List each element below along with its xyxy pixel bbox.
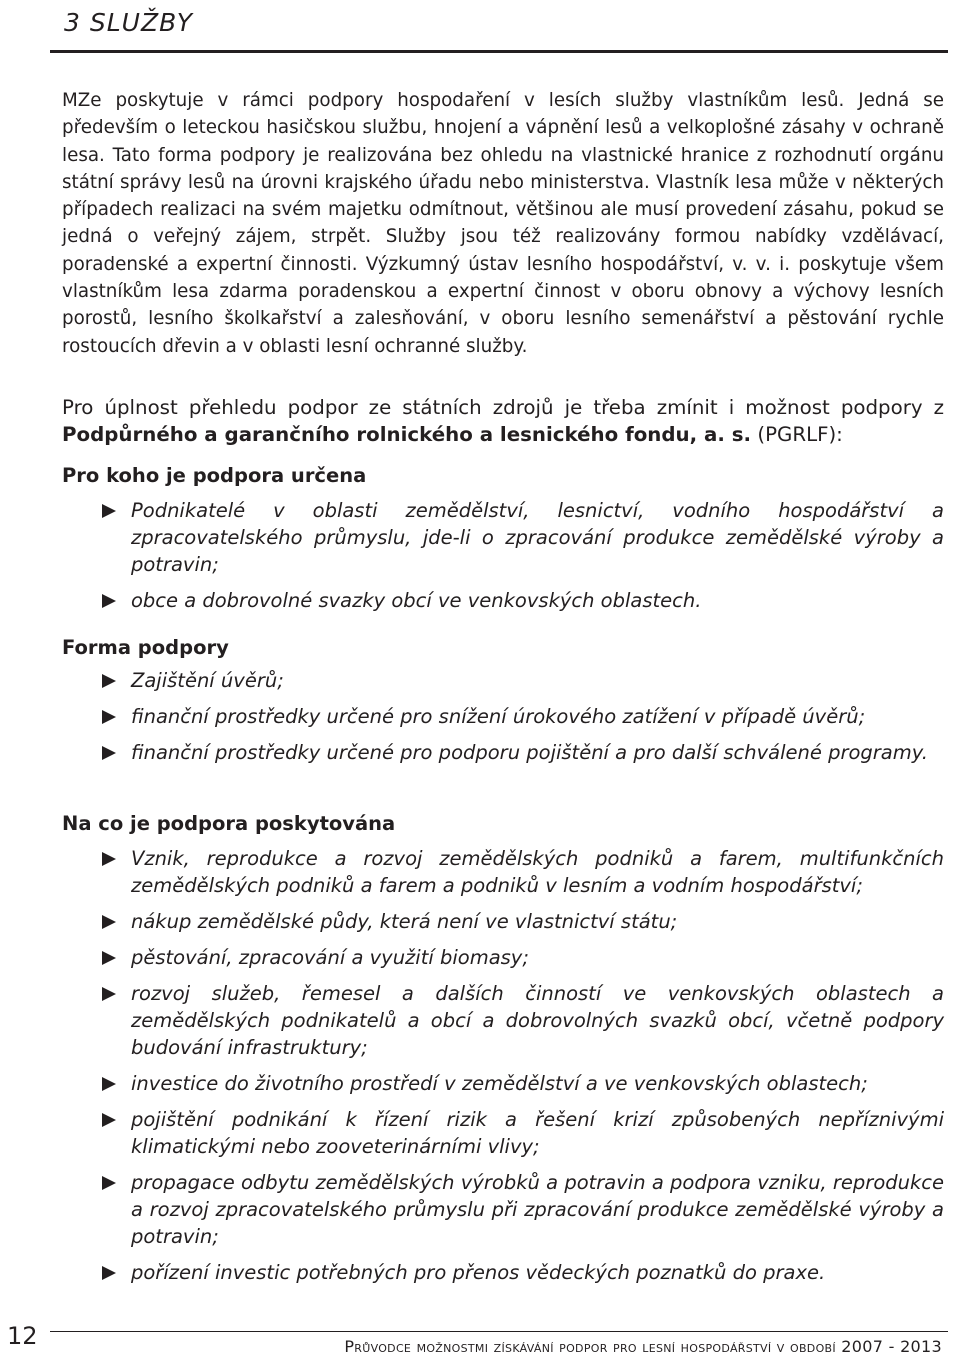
page-number: 12 xyxy=(7,1322,38,1350)
triangle-bullet-icon xyxy=(102,594,116,608)
list-item-text: nákup zemědělské půdy, která není ve vlastnictví státu; xyxy=(131,910,678,933)
list-item-text: propagace odbytu zemědělských výrobků a potravin a podpora vzniku, reprodukce a rozvoj zpracovatelského průmyslu při zpracování produkce zemědělské výroby a potravin; xyxy=(131,1171,944,1248)
list-item xyxy=(62,587,944,614)
section-heading-what-for: Na co je podpora poskytována xyxy=(62,812,396,835)
list-item xyxy=(62,1169,944,1250)
list-item-text: pořízení investic potřebných pro přenos vědeckých poznatků do praxe. xyxy=(131,1261,826,1284)
for-whom-list xyxy=(62,497,944,614)
triangle-bullet-icon xyxy=(102,951,116,965)
form-list xyxy=(62,667,944,766)
pgrlf-paragraph xyxy=(62,394,944,448)
list-item xyxy=(62,703,944,730)
list-item-text: pojištění podnikání k řízení rizik a řešení krizí způsobených nepříznivými klimatickými nebo zooveterinárními vlivy; xyxy=(131,1108,944,1158)
section-heading-for-whom: Pro koho je podpora určena xyxy=(62,464,367,487)
list-item-text: pěstování, zpracování a využití biomasy; xyxy=(131,946,529,969)
list-item-text: finanční prostředky určené pro podporu pojištění a pro další schválené programy. xyxy=(131,741,928,764)
list-item-text: Zajištění úvěrů; xyxy=(131,669,284,692)
list-item-text: Vznik, reprodukce a rozvoj zemědělských podniků a farem, multifunkčních zemědělských podniků a farem a podniků v lesním a vodním hospodářství; xyxy=(131,847,944,897)
list-item xyxy=(62,739,944,766)
section-heading-form: Forma podpory xyxy=(62,636,229,659)
list-item xyxy=(62,980,944,1061)
list-item xyxy=(62,908,944,935)
triangle-bullet-icon xyxy=(102,987,116,1001)
pgrlf-tail: (PGRLF): xyxy=(751,423,843,446)
chapter-title: 3 SLUŽBY xyxy=(64,8,194,37)
list-item xyxy=(62,1106,944,1160)
pgrlf-fund-name: Podpůrného a garančního rolnického a lesnického fondu, a. s. xyxy=(62,423,752,446)
triangle-bullet-icon xyxy=(102,1113,116,1127)
triangle-bullet-icon xyxy=(102,746,116,760)
triangle-bullet-icon xyxy=(102,852,116,866)
triangle-bullet-icon xyxy=(102,710,116,724)
triangle-bullet-icon xyxy=(102,915,116,929)
list-item xyxy=(62,1259,944,1286)
triangle-bullet-icon xyxy=(102,674,116,688)
list-item-text: finanční prostředky určené pro snížení úrokového zatížení v případě úvěrů; xyxy=(131,705,866,728)
pgrlf-lead: Pro úplnost přehledu podpor ze státních zdrojů je třeba zmínit i možnost podpory z xyxy=(62,396,944,419)
triangle-bullet-icon xyxy=(102,504,116,518)
list-item xyxy=(62,667,944,694)
list-item-text: investice do životního prostředí v zemědělství a ve venkovských oblastech; xyxy=(131,1072,868,1095)
list-item xyxy=(62,845,944,899)
list-item-text: obce a dobrovolné svazky obcí ve venkovských oblastech. xyxy=(131,589,702,612)
list-item xyxy=(62,497,944,578)
publication-footer: Průvodce možnostmi získávání podpor pro lesní hospodářství v období 2007 - 2013 xyxy=(344,1337,942,1356)
list-item-text: rozvoj služeb, řemesel a dalších činností ve venkovských oblastech a zemědělských podnikatelů a obcí a dobrovolných svazků obcí, včetně podpory budování infrastruktury; xyxy=(131,982,944,1059)
triangle-bullet-icon xyxy=(102,1077,116,1091)
triangle-bullet-icon xyxy=(102,1176,116,1190)
triangle-bullet-icon xyxy=(102,1266,116,1280)
list-item-text: Podnikatelé v oblasti zemědělství, lesnictví, vodního hospodářství a zpracovatelského průmyslu, jde-li o zpracování produkce zemědělské výroby a potravin; xyxy=(131,499,944,576)
what-for-list xyxy=(62,845,944,1286)
list-item xyxy=(62,944,944,971)
footer-divider xyxy=(50,1331,948,1332)
intro-paragraph: MZe poskytuje v rámci podpory hospodaření v lesích služby vlastníkům lesů. Jedná se především o leteckou hasičskou službu, hnojení a vápnění lesů a velkoplošné zásahy v ochraně lesa. Tato forma podpory je realizována bez ohledu na vlastnické hranice z rozhodnutí orgánu státní správy lesů na úrovni krajského úřadu nebo ministerstva. Vlastník lesa může v některých případech realizaci na svém majetku odmítnout, většinou ale musí provedení zásahu, pokud se jedná o veřejný zájem, strpět. Služby jsou též realizovány formou nabídky vzdělávací, poradenské a expertní činnosti. Výzkumný ústav lesního hospodářství, v. v. i. poskytuje všem vlastníkům lesa zdarma poradenskou a expertní činnost v oboru obnovy a výchovy lesních porostů, lesního školkařství a zalesňování, v oboru lesního semenářství a pěstování rychle rostoucích dřevin a v oblasti lesní ochranné služby. xyxy=(62,90,944,357)
list-item xyxy=(62,1070,944,1097)
